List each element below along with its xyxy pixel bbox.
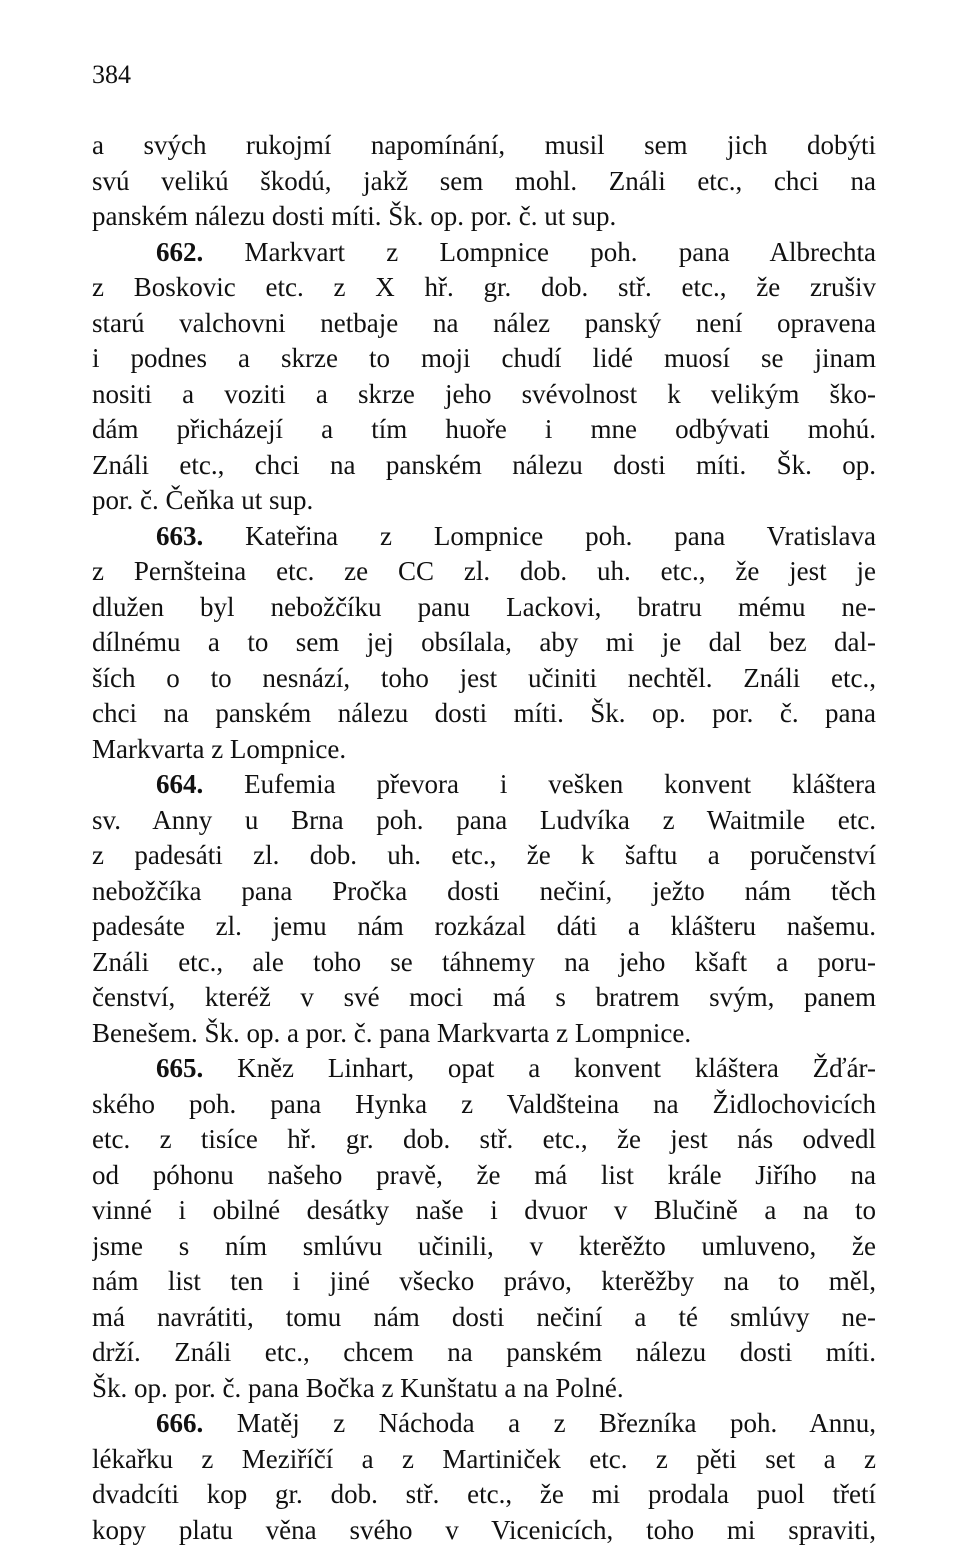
line-text: chci na panském nálezu dosti míti. Šk. op. por. č. pana [92, 698, 876, 728]
entry-number: 663. [156, 521, 203, 551]
line-text: má navrátiti, tomu nám dosti nečiní a té smlúvy ne- [92, 1302, 876, 1332]
line-text: etc. z tisíce hř. gr. dob. stř. etc., že jest nás odvedl [92, 1124, 876, 1154]
line-text: i podnes a skrze to moji chudí lidé muosí se jinam [92, 343, 876, 373]
line-text: starú valchovni netbaje na nález panský není opravena [92, 308, 876, 338]
line-text: z Pernšteina etc. ze CC zl. dob. uh. etc., že jest je [92, 556, 876, 586]
text-line [92, 1513, 876, 1548]
line-text: ského poh. pana Hynka z Valdšteina na Židlochovicích [92, 1089, 876, 1119]
text-line [92, 661, 876, 697]
line-text: svú velikú škodú, jakž sem mohl. Ználi etc., chci na [92, 166, 876, 196]
text-line [92, 1335, 876, 1371]
text-line [92, 732, 876, 768]
line-text: panském nálezu dosti míti. Šk. op. por. č. ut sup. [92, 201, 616, 231]
text-line [92, 554, 876, 590]
page-number: 384 [92, 60, 131, 90]
line-text: jsme s ním smlúvu učinili, v kterěžto umluveno, že [92, 1231, 876, 1261]
text-line [92, 1442, 876, 1478]
text-line [92, 590, 876, 626]
line-text: sv. Anny u Brna poh. pana Ludvíka z Waitmile etc. [92, 805, 876, 835]
line-text: Kateřina z Lompnice poh. pana Vratislava [203, 521, 876, 551]
text-line [92, 980, 876, 1016]
entry-start-line [92, 767, 876, 803]
text-line [92, 448, 876, 484]
text-line [92, 164, 876, 200]
line-text: drží. Ználi etc., chcem na panském nálezu dosti míti. [92, 1337, 876, 1367]
line-text: Šk. op. por. č. pana Bočka z Kunštatu a na Polné. [92, 1373, 624, 1403]
text-line [92, 1158, 876, 1194]
text-line [92, 128, 876, 164]
text-line [92, 1229, 876, 1265]
line-text: Ználi etc., chci na panském nálezu dosti míti. Šk. op. [92, 450, 876, 480]
text-line [92, 483, 876, 519]
line-text: lékařku z Meziříčí a z Martiniček etc. z pěti set a z [92, 1444, 876, 1474]
body-text [92, 128, 876, 1548]
line-text: nositi a voziti a skrze jeho svévolnost k velikým ško- [92, 379, 876, 409]
line-text: Kněz Linhart, opat a konvent kláštera Žďár- [203, 1053, 876, 1083]
text-line [92, 909, 876, 945]
text-line [92, 341, 876, 377]
line-text: Markvart z Lompnice poh. pana Albrechta [203, 237, 876, 267]
line-text: Eufemia převora i vešken konvent kláštera [203, 769, 876, 799]
line-text: padesáte zl. jemu nám rozkázal dáti a klášteru našemu. [92, 911, 876, 941]
line-text: od póhonu našeho pravě, že má list krále Jiřího na [92, 1160, 876, 1190]
text-line [92, 412, 876, 448]
line-text: čenství, kteréž v své moci má s bratrem svým, panem [92, 982, 876, 1012]
line-text: por. č. Čeňka ut sup. [92, 485, 313, 515]
text-line [92, 696, 876, 732]
text-line [92, 1477, 876, 1513]
line-text: a svých rukojmí napomínání, musil sem jich dobýti [92, 130, 876, 160]
line-text: dám přicházejí a tím huoře i mne odbývati mohú. [92, 414, 876, 444]
line-text: ších o to nesnází, toho jest učiniti nechtěl. Ználi etc., [92, 663, 876, 693]
text-line [92, 1371, 876, 1407]
text-line [92, 625, 876, 661]
text-line [92, 1122, 876, 1158]
text-line [92, 1300, 876, 1336]
line-text: Benešem. Šk. op. a por. č. pana Markvarta z Lompnice. [92, 1018, 691, 1048]
line-text: Ználi etc., ale toho se táhnemy na jeho kšaft a poru- [92, 947, 876, 977]
text-line [92, 1016, 876, 1052]
entry-start-line [92, 1051, 876, 1087]
line-text: nám list ten i jiné všecko právo, kterěžby na to měl, [92, 1266, 876, 1296]
line-text: vinné i obilné desátky naše i dvuor v Blučině a na to [92, 1195, 876, 1225]
entry-number: 664. [156, 769, 203, 799]
text-line [92, 1193, 876, 1229]
text-line [92, 270, 876, 306]
line-text: dvadcíti kop gr. dob. stř. etc., že mi prodala puol třetí [92, 1479, 876, 1509]
text-line [92, 377, 876, 413]
text-line [92, 874, 876, 910]
line-text: z padesáti zl. dob. uh. etc., že k šaftu a poručenství [92, 840, 876, 870]
line-text: Matěj z Náchoda a z Březníka poh. Annu, [203, 1408, 876, 1438]
entry-start-line [92, 519, 876, 555]
text-line [92, 306, 876, 342]
line-text: kopy platu věna svého v Vicenicích, toho mi spraviti, [92, 1515, 876, 1545]
text-line [92, 803, 876, 839]
entry-number: 665. [156, 1053, 203, 1083]
text-line [92, 945, 876, 981]
text-line [92, 1264, 876, 1300]
line-text: nebožčíka pana Pročka dosti nečiní, ježto nám těch [92, 876, 876, 906]
entry-number: 662. [156, 237, 203, 267]
text-line [92, 838, 876, 874]
entry-start-line [92, 1406, 876, 1442]
entry-start-line [92, 235, 876, 271]
line-text: Markvarta z Lompnice. [92, 734, 346, 764]
text-line [92, 199, 876, 235]
entry-number: 666. [156, 1408, 203, 1438]
line-text: z Boskovic etc. z X hř. gr. dob. stř. etc., že zrušiv [92, 272, 876, 302]
line-text: dílnému a to sem jej obsílala, aby mi je dal bez dal- [92, 627, 876, 657]
line-text: dlužen byl nebožčíku panu Lackovi, bratru mému ne- [92, 592, 876, 622]
text-line [92, 1087, 876, 1123]
